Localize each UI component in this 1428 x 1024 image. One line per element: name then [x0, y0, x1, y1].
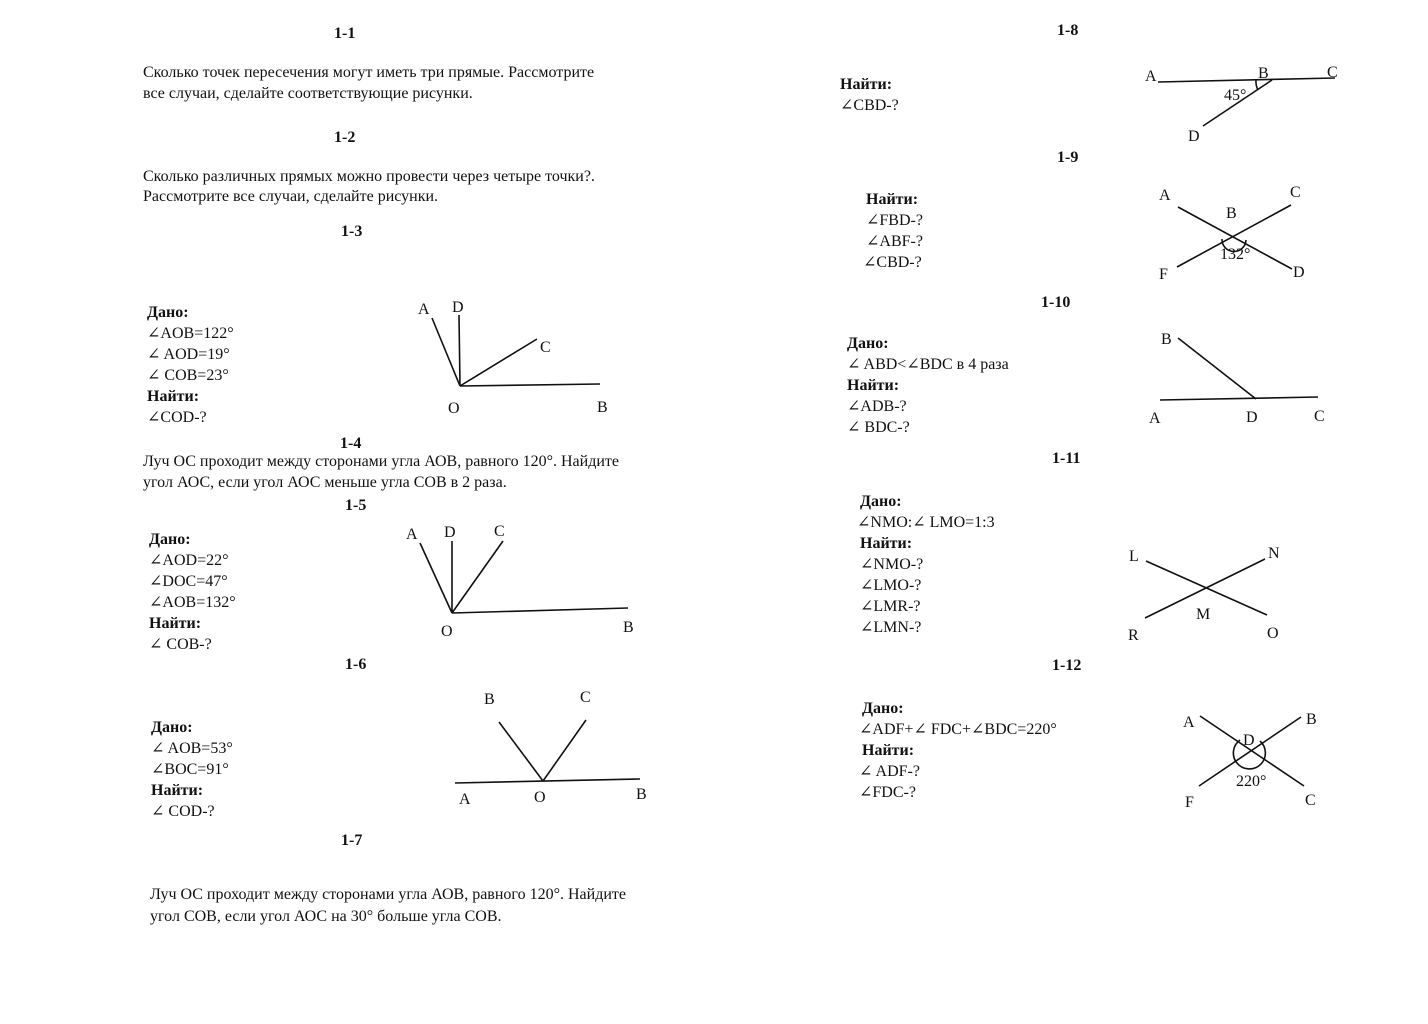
- problem-1-3-number: 1-3: [341, 223, 363, 240]
- label-D: D: [1246, 409, 1258, 426]
- find-label: Найти:: [149, 615, 202, 632]
- angle-132: 132°: [1220, 246, 1251, 263]
- find-label: Найти:: [866, 191, 919, 208]
- problem-1-6-conditions: [151, 717, 233, 822]
- problem-1-9-number: 1-9: [1057, 149, 1079, 166]
- label-C: C: [1327, 64, 1338, 81]
- figure-1-12: [1170, 700, 1330, 820]
- given-label: Дано:: [862, 700, 904, 717]
- find-label: Найти:: [151, 782, 204, 799]
- question: ∠LMR-?: [860, 598, 921, 615]
- ray-OC: [452, 541, 503, 613]
- problem-1-12-conditions: [859, 698, 1057, 803]
- figure-1-5: [400, 515, 650, 645]
- condition: ∠DOC=47°: [149, 573, 228, 590]
- label-B: B: [597, 399, 608, 416]
- condition: ∠AOD=22°: [149, 552, 229, 569]
- figure-1-6: [440, 680, 660, 810]
- problem-1-5-conditions: [149, 529, 236, 655]
- label-B: B: [1226, 205, 1237, 222]
- ray-OD: [459, 315, 460, 386]
- problem-1-7-text-line2: угол СОВ, если угол АОС на 30° больше угла СОВ.: [150, 908, 502, 925]
- find-label: Найти:: [860, 535, 913, 552]
- label-L: L: [1129, 548, 1139, 565]
- given-label: Дано:: [847, 335, 889, 352]
- problem-1-1-number: 1-1: [334, 25, 356, 42]
- label-B: B: [1258, 65, 1269, 82]
- label-A: A: [1159, 187, 1171, 204]
- label-D: D: [1293, 264, 1305, 281]
- label-A: A: [459, 791, 471, 808]
- label-C: C: [1290, 184, 1301, 201]
- problem-1-9-conditions: [863, 189, 923, 273]
- label-B: B: [623, 619, 634, 636]
- label-O: O: [448, 400, 460, 417]
- label-M: M: [1196, 606, 1211, 623]
- condition: ∠AOB=132°: [149, 594, 236, 611]
- ray-OA: [420, 543, 452, 613]
- ray-OA: [432, 318, 460, 386]
- label-C: C: [1314, 408, 1325, 425]
- problem-1-4-text-line2: угол АОС, если угол АОС меньше угла СОВ в 2 раза.: [143, 474, 507, 491]
- ray-OB: [499, 722, 543, 781]
- given-label: Дано:: [860, 493, 902, 510]
- question: ∠NMO-?: [860, 556, 924, 573]
- label-B: B: [1306, 711, 1317, 728]
- label-A: A: [418, 301, 430, 318]
- label-A: A: [406, 526, 418, 543]
- problem-1-1-text-line1: Сколько точек пересечения могут иметь три прямые. Рассмотрите: [143, 64, 595, 81]
- figure-1-3: [400, 290, 630, 430]
- label-D: D: [452, 299, 464, 316]
- ray-DB: [1178, 338, 1256, 399]
- figure-1-10: [1140, 320, 1340, 430]
- label-A: A: [1149, 410, 1161, 427]
- ray-OC: [543, 720, 586, 781]
- label-O: O: [1267, 625, 1279, 642]
- find-label: Найти:: [147, 388, 200, 405]
- problem-1-12-number: 1-12: [1052, 657, 1082, 674]
- angle-45: 45°: [1224, 87, 1247, 104]
- problem-1-1-text-line2: все случаи, сделайте соответствующие рисунки.: [143, 85, 473, 102]
- question: ∠FBD-?: [866, 212, 923, 229]
- question: ∠ABF-?: [866, 233, 923, 250]
- problem-1-5-number: 1-5: [345, 497, 367, 514]
- figure-1-9: [1150, 180, 1320, 290]
- problem-1-11-conditions: [857, 491, 995, 638]
- problem-1-3-conditions: [147, 302, 234, 428]
- label-N: N: [1268, 545, 1280, 562]
- problem-1-4-text-line1: Луч ОС проходит между сторонами угла АОВ, равного 120°. Найдите: [143, 453, 619, 470]
- find-label: Найти:: [847, 377, 900, 394]
- problem-1-6-number: 1-6: [345, 656, 367, 673]
- ray-OB: [452, 608, 628, 613]
- condition: ∠ ABD<∠BDC в 4 раза: [847, 356, 1009, 373]
- label-D: D: [1188, 128, 1200, 145]
- condition: ∠ COB=23°: [147, 367, 229, 384]
- label-D: D: [1243, 732, 1255, 749]
- problem-1-2-text-line2: Рассмотрите все случаи, сделайте рисунки.: [143, 188, 439, 205]
- label-F: F: [1185, 794, 1194, 811]
- problem-1-7-text-line1: Луч ОС проходит между сторонами угла АОВ, равного 120°. Найдите: [150, 886, 626, 903]
- label-A: A: [1183, 714, 1195, 731]
- angle-220: 220°: [1236, 773, 1267, 790]
- question: ∠CBD-?: [863, 254, 922, 271]
- figure-1-8: [1140, 60, 1350, 150]
- question: ∠CBD-?: [840, 97, 899, 114]
- label-C: C: [1305, 792, 1316, 809]
- given-label: Дано:: [151, 719, 193, 736]
- problem-1-4-number: 1-4: [340, 435, 362, 452]
- condition: ∠ AOD=19°: [147, 346, 230, 363]
- label-B: B: [484, 691, 495, 708]
- question: ∠ADB-?: [847, 398, 907, 415]
- label-O: O: [534, 789, 546, 806]
- problem-1-11-number: 1-11: [1052, 450, 1081, 467]
- problem-1-8-conditions: [840, 74, 899, 116]
- line-AC: [1158, 78, 1335, 82]
- label-B-right: B: [636, 786, 647, 803]
- problem-1-2-number: 1-2: [334, 129, 356, 146]
- line-AC: [1160, 397, 1318, 400]
- find-label: Найти:: [840, 76, 893, 93]
- question: ∠ COD-?: [151, 803, 215, 820]
- problem-1-10-number: 1-10: [1041, 294, 1071, 311]
- label-C: C: [494, 523, 505, 540]
- figure-1-11: [1120, 540, 1290, 650]
- problem-1-7-number: 1-7: [341, 832, 363, 849]
- condition: ∠ADF+∠ FDC+∠BDC=220°: [859, 721, 1057, 738]
- label-F: F: [1159, 266, 1168, 283]
- label-R: R: [1128, 627, 1139, 644]
- question: ∠FDC-?: [859, 784, 916, 801]
- problem-1-2-text-line1: Сколько различных прямых можно провести через четыре точки?.: [143, 168, 595, 185]
- find-label: Найти:: [862, 742, 915, 759]
- question: ∠ COB-?: [149, 636, 212, 653]
- label-O: O: [441, 623, 453, 640]
- condition: ∠NMO:∠ LMO=1:3: [857, 514, 995, 531]
- problem-1-10-conditions: [847, 333, 1009, 438]
- label-B: B: [1161, 331, 1172, 348]
- given-label: Дано:: [149, 531, 191, 548]
- ray-OB: [460, 384, 600, 386]
- given-label: Дано:: [147, 304, 189, 321]
- condition: ∠ AOB=53°: [151, 740, 233, 757]
- question: ∠LMO-?: [860, 577, 922, 594]
- condition: ∠BOC=91°: [151, 761, 229, 778]
- problem-1-8-number: 1-8: [1057, 22, 1079, 39]
- label-C: C: [540, 339, 551, 356]
- line-AB: [455, 779, 640, 783]
- question: ∠LMN-?: [860, 619, 922, 636]
- label-A: A: [1145, 68, 1157, 85]
- label-D: D: [444, 524, 456, 541]
- question: ∠ ADF-?: [859, 763, 920, 780]
- question: ∠ BDC-?: [847, 419, 910, 436]
- ray-OC: [460, 339, 537, 386]
- label-C: C: [580, 689, 591, 706]
- condition: ∠AOB=122°: [147, 325, 234, 342]
- question: ∠COD-?: [147, 409, 207, 426]
